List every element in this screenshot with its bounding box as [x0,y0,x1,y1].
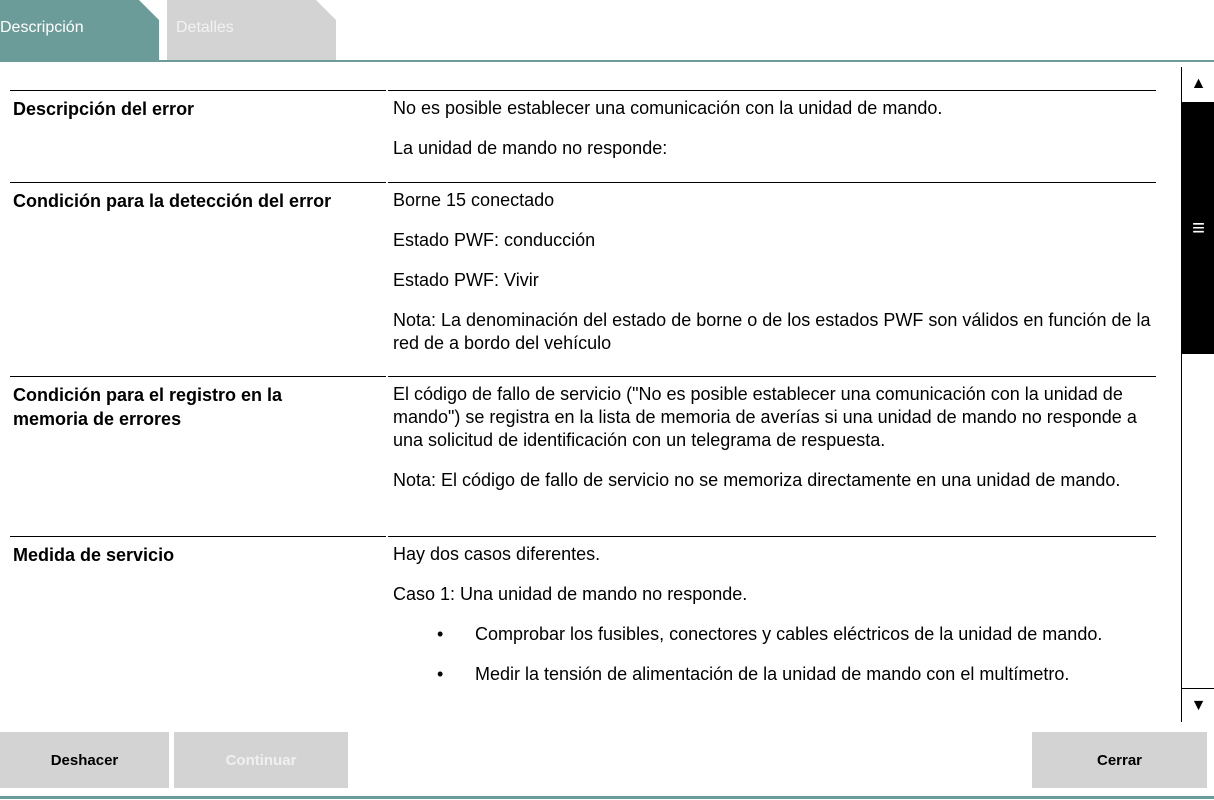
row-paragraph: Nota: La denominación del estado de borne o de los estados PWF son válidos en función de la red de a bordo del vehículo [393,310,1151,353]
row-paragraph: Hay dos casos diferentes. [393,544,601,564]
row-body [393,383,1158,509]
scroll-thumb[interactable] [1182,102,1214,354]
row-paragraph: Borne 15 conectado [393,190,555,210]
row-divider [10,90,386,91]
scroll-down-icon[interactable]: ▼ [1182,688,1214,722]
row-paragraph: Estado PWF: Vivir [393,270,539,290]
list-item [437,663,1158,686]
row-paragraph: No es posible establecer una comunicación con la unidad de mando. [393,98,943,118]
bullet-list [437,623,1158,686]
row-paragraph: Estado PWF: conducción [393,230,596,250]
vertical-scrollbar[interactable] [1181,67,1214,722]
close-button[interactable]: Cerrar [1032,732,1207,788]
bullet-icon: • [437,664,444,684]
row-divider [388,182,1156,183]
tab-notch [316,0,336,20]
row-paragraph: El código de fallo de servicio ("No es posible establecer una comunicación con la unidad de mando") se registra en la lista de memoria de averías si una unidad de mando no responde a una solicitud de identificación con un telegrama de respuesta. [393,384,1137,450]
continue-button[interactable]: Continuar [174,732,348,788]
tab-descripcion[interactable] [0,0,159,60]
row-divider [388,536,1156,537]
row-body [393,543,1158,703]
list-item-text: Medir la tensión de alimentación de la unidad de mando con el multímetro. [475,664,1070,684]
tab-bar [0,0,1214,62]
row-divider [10,182,386,183]
row-paragraph: La unidad de mando no responde: [393,138,668,158]
list-item-text: Comprobar los fusibles, conectores y cables eléctricos de la unidad de mando. [475,624,1103,644]
bottom-divider [0,796,1214,799]
bullet-icon: • [437,624,444,644]
row-divider [388,90,1156,91]
row-label: Condición para el registro en la memoria de errores [13,385,283,429]
row-paragraph: Nota: El código de fallo de servicio no se memoriza directamente en una unidad de mando. [393,470,1121,490]
row-divider [388,376,1156,377]
row-divider [10,536,386,537]
tab-notch [139,0,159,20]
row-paragraph: Caso 1: Una unidad de mando no responde. [393,584,748,604]
list-item [437,623,1158,646]
row-label: Condición para la detección del error [13,191,332,211]
grip-icon: ≡ [1192,215,1205,240]
description-content[interactable] [0,62,1180,724]
tab-descripcion-label: Descripción [0,19,84,36]
scroll-up-icon[interactable]: ▲ [1190,75,1207,92]
row-divider [10,376,386,377]
row-label: Medida de servicio [13,545,175,565]
row-body [393,189,1158,372]
row-label: Descripción del error [13,99,195,119]
undo-button[interactable]: Deshacer [0,732,169,788]
tab-detalles-label: Detalles [176,19,234,36]
tab-detalles[interactable] [167,0,336,60]
row-body [393,97,1158,177]
